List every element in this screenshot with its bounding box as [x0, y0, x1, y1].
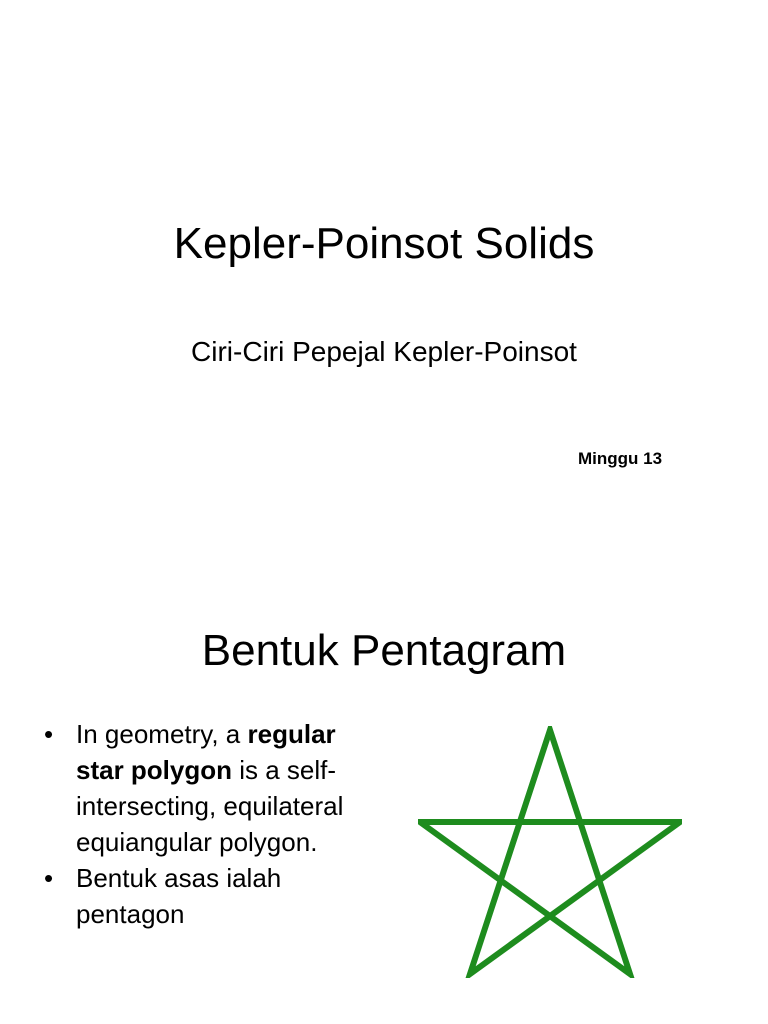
bold-term: regular star polygon — [76, 719, 336, 785]
bullet-marker: • — [44, 719, 54, 749]
bullet-text: In geometry, a regular star polygon is a self-intersecting, equilateral equiangular polygon. — [76, 719, 344, 857]
slide-title: Bentuk Pentagram — [201, 626, 567, 675]
slide-title: Kepler-Poinsot Solids — [173, 219, 595, 268]
pentagram-shape — [420, 730, 680, 974]
pentagram-image — [418, 726, 682, 978]
bullet-item — [44, 716, 384, 860]
bullet-marker: • — [44, 863, 54, 893]
slide-subtitle: Ciri-Ciri Pepejal Kepler-Poinsot — [191, 336, 577, 367]
bullet-text: Bentuk asas ialah pentagon — [76, 863, 282, 929]
bullet-item — [44, 860, 384, 932]
slide-2 — [0, 512, 768, 1024]
week-label: Minggu 13 — [578, 449, 663, 468]
bullet-list — [44, 716, 384, 932]
